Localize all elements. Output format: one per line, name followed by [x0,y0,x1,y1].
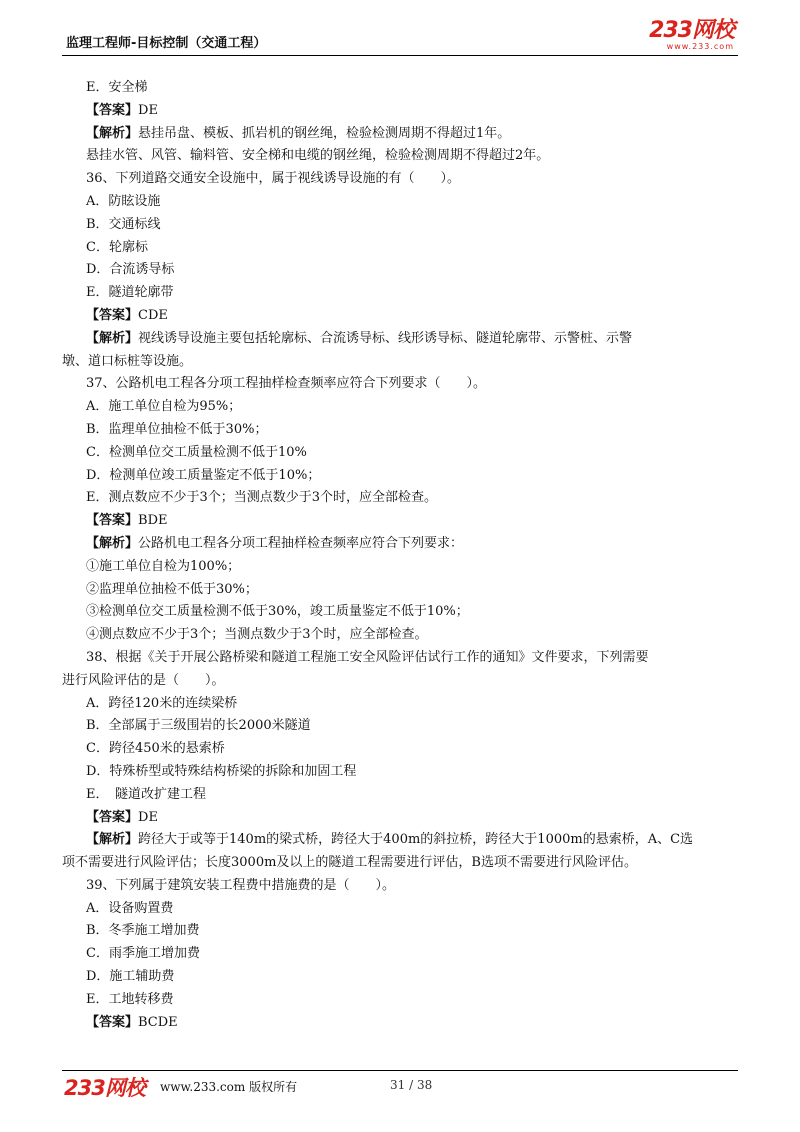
brand-logo-text: 233网校 [649,18,734,43]
text-line [62,852,738,875]
line-text: 进行风险评估的是（ ）。 [62,672,225,688]
text-line [62,601,738,624]
text-line [62,396,738,419]
answer-tag: 【解析】 [86,535,139,551]
text-line [62,693,738,716]
text-line [62,966,738,989]
text-line [62,715,738,738]
page-number: 31 / 38 [390,1078,433,1092]
text-line [62,259,738,282]
line-text: BDE [138,513,168,529]
line-text: E．工地转移费 [86,991,174,1007]
text-line [62,784,738,807]
text-line [62,943,738,966]
line-text: E． 隧道改扩建工程 [86,786,206,802]
brand-logo[interactable] [649,20,734,51]
text-line [62,738,738,761]
text-line [62,761,738,784]
text-line [62,237,738,260]
line-text: 38、根据《关于开展公路桥梁和隧道工程施工安全风险评估试行工作的通知》文件要求，下列需要 [86,649,649,665]
line-text: 悬挂水管、风管、输料管、安全梯和电缆的钢丝绳，检验检测周期不得超过2年。 [86,148,550,164]
line-text: A．施工单位自检为95%； [86,399,242,415]
line-text: BCDE [138,1014,178,1030]
line-text: A．设备购置费 [86,900,174,916]
document-body [62,77,738,1034]
analysis-line [62,533,738,556]
line-text: ④测点数应不少于3个；当测点数少于3个时，应全部检查。 [86,627,428,643]
line-text: D．施工辅助费 [86,969,175,985]
text-line [62,898,738,921]
line-text: 项不需要进行风险评估；长度3000m及以上的隧道工程需要进行评估，B选项不需要进行风险评估。 [62,855,637,871]
text-line [62,442,738,465]
answer-tag: 【答案】 [86,1014,139,1030]
line-text: B．全部属于三级围岩的长2000米隧道 [86,718,311,734]
line-text: C．检测单位交工质量检测不低于10% [86,444,307,460]
line-text: 悬挂吊盘、模板、抓岩机的钢丝绳，检验检测周期不得超过1年。 [138,125,511,141]
line-text: C．跨径450米的悬索桥 [86,741,225,757]
text-line [62,579,738,602]
brand-logo-url: www.233.com [666,42,734,51]
text-line [62,282,738,305]
line-text: C．雨季施工增加费 [86,946,200,962]
footer-divider [62,1070,738,1071]
text-line [62,168,738,191]
line-text: E．测点数应不少于3个；当测点数少于3个时，应全部检查。 [86,490,438,506]
line-text: A．防眩设施 [86,193,161,209]
line-text: D．检测单位竣工质量鉴定不低于10%； [86,467,321,483]
text-line [62,624,738,647]
answer-line [62,510,738,533]
line-text: C．轮廓标 [86,239,148,255]
answer-line [62,1012,738,1035]
text-line [62,920,738,943]
text-line [62,351,738,374]
line-text: B．交通标线 [86,216,161,232]
text-line [62,487,738,510]
answer-tag: 【解析】 [86,330,139,346]
line-text: 公路机电工程各分项工程抽样检查频率应符合下列要求： [138,535,464,551]
analysis-line [62,123,738,146]
line-text: 39、下列属于建筑安装工程费中措施费的是（ ）。 [86,877,396,893]
line-text: 36、下列道路交通安全设施中，属于视线诱导设施的有（ ）。 [86,171,461,187]
answer-tag: 【解析】 [86,832,139,848]
line-text: 视线诱导设施主要包括轮廓标、合流诱导标、线形诱导标、隧道轮廓带、示警桩、示警 [138,330,633,346]
line-text: D．特殊桥型或特殊结构桥梁的拆除和加固工程 [86,763,357,779]
answer-line [62,807,738,830]
line-text: 墩、道口标桩等设施。 [62,353,193,369]
text-line [62,77,738,100]
text-line [62,419,738,442]
text-line [62,145,738,168]
analysis-line [62,829,738,852]
line-text: A．跨径120米的连续梁桥 [86,695,238,711]
text-line [62,191,738,214]
line-text: E．隧道轮廓带 [86,285,174,301]
text-line [62,214,738,237]
answer-line [62,305,738,328]
line-text: DE [138,102,158,118]
line-text: 37、公路机电工程各分项工程抽样检查频率应符合下列要求（ ）。 [86,376,487,392]
analysis-line [62,328,738,351]
text-line [62,556,738,579]
page-header-title: 监理工程师-目标控制（交通工程） [66,36,267,51]
line-text: ①施工单位自检为100%； [86,558,241,574]
text-line [62,989,738,1012]
footer-logo[interactable]: 233网校 [64,1076,145,1100]
footer-copyright: www.233.com 版权所有 [160,1080,298,1094]
answer-tag: 【答案】 [86,307,139,323]
line-text: CDE [138,307,168,323]
answer-line [62,100,738,123]
answer-tag: 【答案】 [86,809,139,825]
line-text: B．冬季施工增加费 [86,923,200,939]
text-line [62,670,738,693]
line-text: ③检测单位交工质量检测不低于30%，竣工质量鉴定不低于10%； [86,604,469,620]
line-text: DE [138,809,158,825]
line-text: 跨径大于或等于140m的梁式桥，跨径大于400m的斜拉桥，跨径大于1000m的悬索桥，A、C选 [138,832,694,848]
answer-tag: 【解析】 [86,125,139,141]
text-line [62,465,738,488]
text-line [62,647,738,670]
answer-tag: 【答案】 [86,102,139,118]
line-text: D．合流诱导标 [86,262,175,278]
line-text: E．安全梯 [86,80,148,95]
answer-tag: 【答案】 [86,513,139,529]
line-text: ②监理单位抽检不低于30%； [86,581,258,597]
text-line [62,373,738,396]
line-text: B．监理单位抽检不低于30%； [86,421,268,437]
header-divider [62,55,738,56]
text-line [62,875,738,898]
